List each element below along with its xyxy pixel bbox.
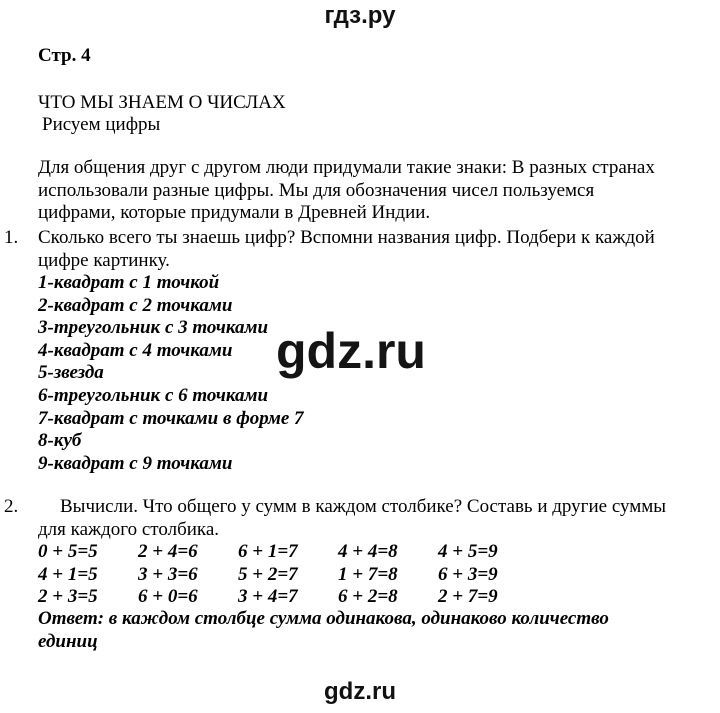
answer-item: 8-куб: [38, 430, 82, 452]
sums-row: [38, 564, 538, 587]
question-line: цифре картинку.: [38, 249, 170, 271]
sum-cell: 0 + 5=5: [38, 541, 98, 562]
sum-cell: 5 + 2=7: [238, 563, 298, 585]
question-line: Вычисли. Что общего у сумм в каждом столбике? Составь и другие суммы: [60, 496, 667, 517]
intro-paragraph: [38, 157, 698, 225]
section-title: ЧТО МЫ ЗНАЕМ О ЧИСЛАХ: [38, 92, 286, 113]
intro-line: использовали разные цифры. Мы для обозначения чисел пользуемся: [38, 179, 595, 201]
sum-cell: 4 + 4=8: [338, 541, 398, 562]
answer-item: 9-квадрат с 9 точками: [38, 452, 233, 474]
sum-cell: 2 + 3=5: [38, 586, 98, 607]
question-line: Сколько всего ты знаешь цифр? Вспомни названия цифр. Подбери к каждой: [38, 227, 655, 248]
watermark: gdz.ru: [276, 323, 426, 379]
answer-item: 5-звезда: [38, 362, 104, 384]
intro-line: Для общения друг с другом люди придумали такие знаки: В разных странах: [38, 157, 655, 178]
question-2-answer: [38, 608, 708, 653]
sum-cell: 3 + 3=6: [138, 563, 198, 585]
site-footer: gdz.ru: [324, 678, 396, 705]
section-subtitle: Рисуем цифры: [42, 114, 161, 135]
sum-cell: 6 + 0=6: [138, 586, 198, 607]
answer-item: 1-квадрат с 1 точкой: [38, 272, 220, 293]
sum-cell: 1 + 7=8: [338, 563, 398, 585]
sum-cell: 4 + 1=5: [38, 563, 98, 585]
sum-cell: 3 + 4=7: [238, 586, 298, 607]
question-2-number: 2.: [4, 496, 19, 517]
page-label: Стр. 4: [38, 45, 91, 66]
intro-line: цифрами, которые придумали в Древней Индии.: [38, 202, 431, 223]
answer-line: Ответ: в каждом столбце сумма одинакова, одинаково количество: [38, 608, 609, 629]
answer-item: 2-квадрат с 2 точками: [38, 294, 233, 316]
sums-row: [38, 586, 538, 609]
sum-cell: 6 + 3=9: [438, 563, 498, 585]
sum-cell: 6 + 1=7: [238, 541, 298, 562]
sum-cell: 2 + 7=9: [438, 586, 498, 607]
answer-item: 7-квадрат с точками в форме 7: [38, 407, 304, 429]
answer-item: 6-треугольник с 6 точками: [38, 384, 269, 406]
sum-cell: 2 + 4=6: [138, 541, 198, 562]
answer-item: 3-треугольник с 3 точками: [38, 317, 269, 339]
question-line: для каждого столбика.: [38, 518, 220, 540]
site-header: гдз.ру: [324, 2, 396, 29]
question-1-answers: [38, 272, 304, 475]
question-2-text: [38, 496, 708, 541]
answer-item: 4-квадрат с 4 точками: [38, 339, 233, 361]
question-1-text: [38, 227, 708, 272]
question-1-number: 1.: [4, 227, 19, 248]
sum-cell: 4 + 5=9: [438, 541, 498, 562]
answer-line: единиц: [38, 630, 98, 652]
sums-table: [38, 541, 538, 609]
sums-row: [38, 541, 538, 564]
sum-cell: 6 + 2=8: [338, 586, 398, 607]
